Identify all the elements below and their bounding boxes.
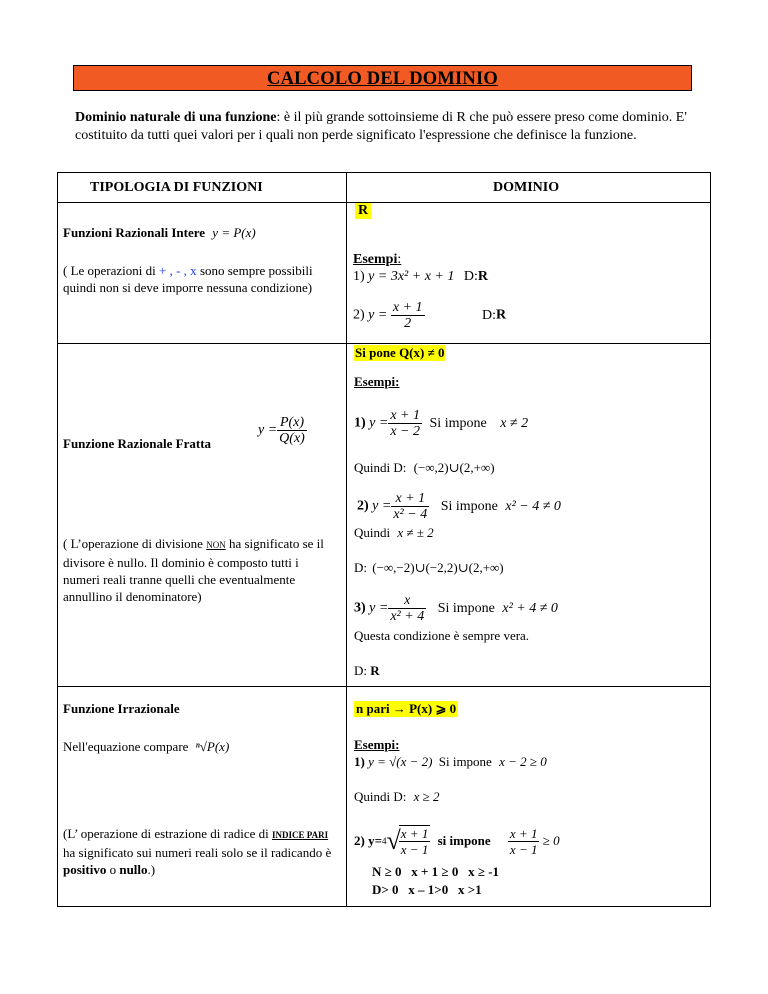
intro-text: : è il più grande sottoinsieme di R che può essere preso come dominio. E' costituito da tutti quei valori per i quali non perde significato l'espressione che definisce la funzione.	[75, 110, 687, 143]
row1-note-post: sono sempre possibili quindi non si deve imporre nessuna condizione)	[63, 263, 313, 295]
row2-formula: y = $\frac{P(x)}{Q(x)}$	[258, 415, 305, 446]
row3-equation: Nell'equazione compare ⁿ√P(x)	[63, 739, 230, 754]
row1-ex1-formula: y = 3x² + x + 1	[368, 269, 455, 284]
intro-term: Dominio naturale di una funzione	[75, 110, 277, 125]
row1-examples	[353, 252, 488, 285]
header-divider	[58, 202, 710, 203]
row-divider	[58, 686, 710, 687]
row3-example-2: 2) y=4√ $\frac{x + 1}{x - 1}$ si impone $\frac{x + 1}{x - 1}$ ≥ 0	[354, 825, 560, 857]
row2-condition: Si pone Q(x) ≠ 0	[355, 345, 445, 360]
column-divider	[346, 173, 347, 906]
row1-formula: y = P(x)	[212, 225, 256, 240]
row3-example-2-line1: N ≥ 0 x + 1 ≥ 0 x ≥ -1	[372, 864, 500, 879]
row2-example-1-domain: Quindi D: (−∞,2)∪(2,+∞)	[354, 460, 495, 475]
row3-root-formula: ⁿ√P(x)	[195, 739, 230, 754]
row3-example-1: 1) y = √(x − 2) Si impone x − 2 ≥ 0	[354, 754, 547, 769]
domain-table	[57, 172, 711, 907]
row2-example-3-note: Questa condizione è sempre vera.	[354, 628, 530, 643]
row2-example-3: 3) y = $\frac{x}{\text{x² + 4}}$ Si impone x² + 4 ≠ 0	[354, 593, 558, 624]
row1-domain-badge: R	[355, 203, 371, 219]
row3-note: (L’ operazione di estrazione di radice di INDICE PARI ha significato sui numeri reali solo se il radicando è positivo o nullo.)	[63, 826, 332, 877]
row3-condition: n pari → P(x) ⩾ 0	[356, 701, 457, 716]
column-header-domain: DOMINIO	[493, 180, 560, 195]
row2-note-non: NON	[206, 540, 226, 550]
row-divider	[58, 343, 710, 344]
row1-ex2-fraction: $\frac{x + 1}{2}$	[392, 300, 423, 331]
row2-example-2-domain: D: (−∞,−2)∪(−2,2)∪(2,+∞)	[354, 560, 504, 575]
row1-note-pre: ( Le operazioni di	[63, 263, 160, 278]
row3-examples-label: Esempi:	[354, 737, 400, 752]
row2-example-3-domain: D: R	[354, 663, 380, 678]
radical-sign-icon: √	[386, 826, 401, 855]
row2-examples-label: Esempi:	[354, 374, 400, 389]
row1-example-1: 1) y = 3x² + x + 1 D:R	[353, 269, 488, 284]
row3-note-indice: INDICE PARI	[272, 830, 329, 840]
row1-note	[63, 262, 333, 296]
row2-note: ( L’operazione di divisione NON ha significato se il divisore è nullo. Il dominio è composto tutti i numeri reali tranne quelli che eventualmente annullino il denominatore)	[63, 536, 324, 604]
row1-example-2: 2) y = $\frac{x + 1}{2}$ D:R	[353, 300, 507, 331]
title-banner	[73, 65, 692, 91]
column-header-types: TIPOLOGIA DI FUNZIONI	[90, 180, 263, 195]
row1-examples-label: Esempi:	[353, 252, 402, 267]
row3-example-2-line2: D> 0 x – 1>0 x >1	[372, 882, 482, 897]
row1-name: Funzioni Razionali Intere	[63, 225, 206, 240]
row1-label	[63, 225, 256, 241]
page-title: CALCOLO DEL DOMINIO	[267, 69, 498, 89]
row2-example-1: 1) y = $\frac{x + 1}{x - 2}$ Si impone x ≠ 2	[354, 408, 529, 439]
row2-example-2-quindi: Quindi x ≠ ± 2	[354, 525, 434, 540]
row2-example-2: 2) y = $\frac{x + 1}{\text{x² − 4}}$ Si impone x² − 4 ≠ 0	[357, 491, 561, 522]
row1-note-ops: + , - , x	[159, 263, 197, 278]
row3-example-1-domain: Quindi D: x ≥ 2	[354, 789, 440, 804]
intro-paragraph	[75, 109, 695, 145]
row2-name: Funzione Razionale Fratta	[63, 436, 212, 451]
row3-name: Funzione Irrazionale	[63, 701, 180, 716]
